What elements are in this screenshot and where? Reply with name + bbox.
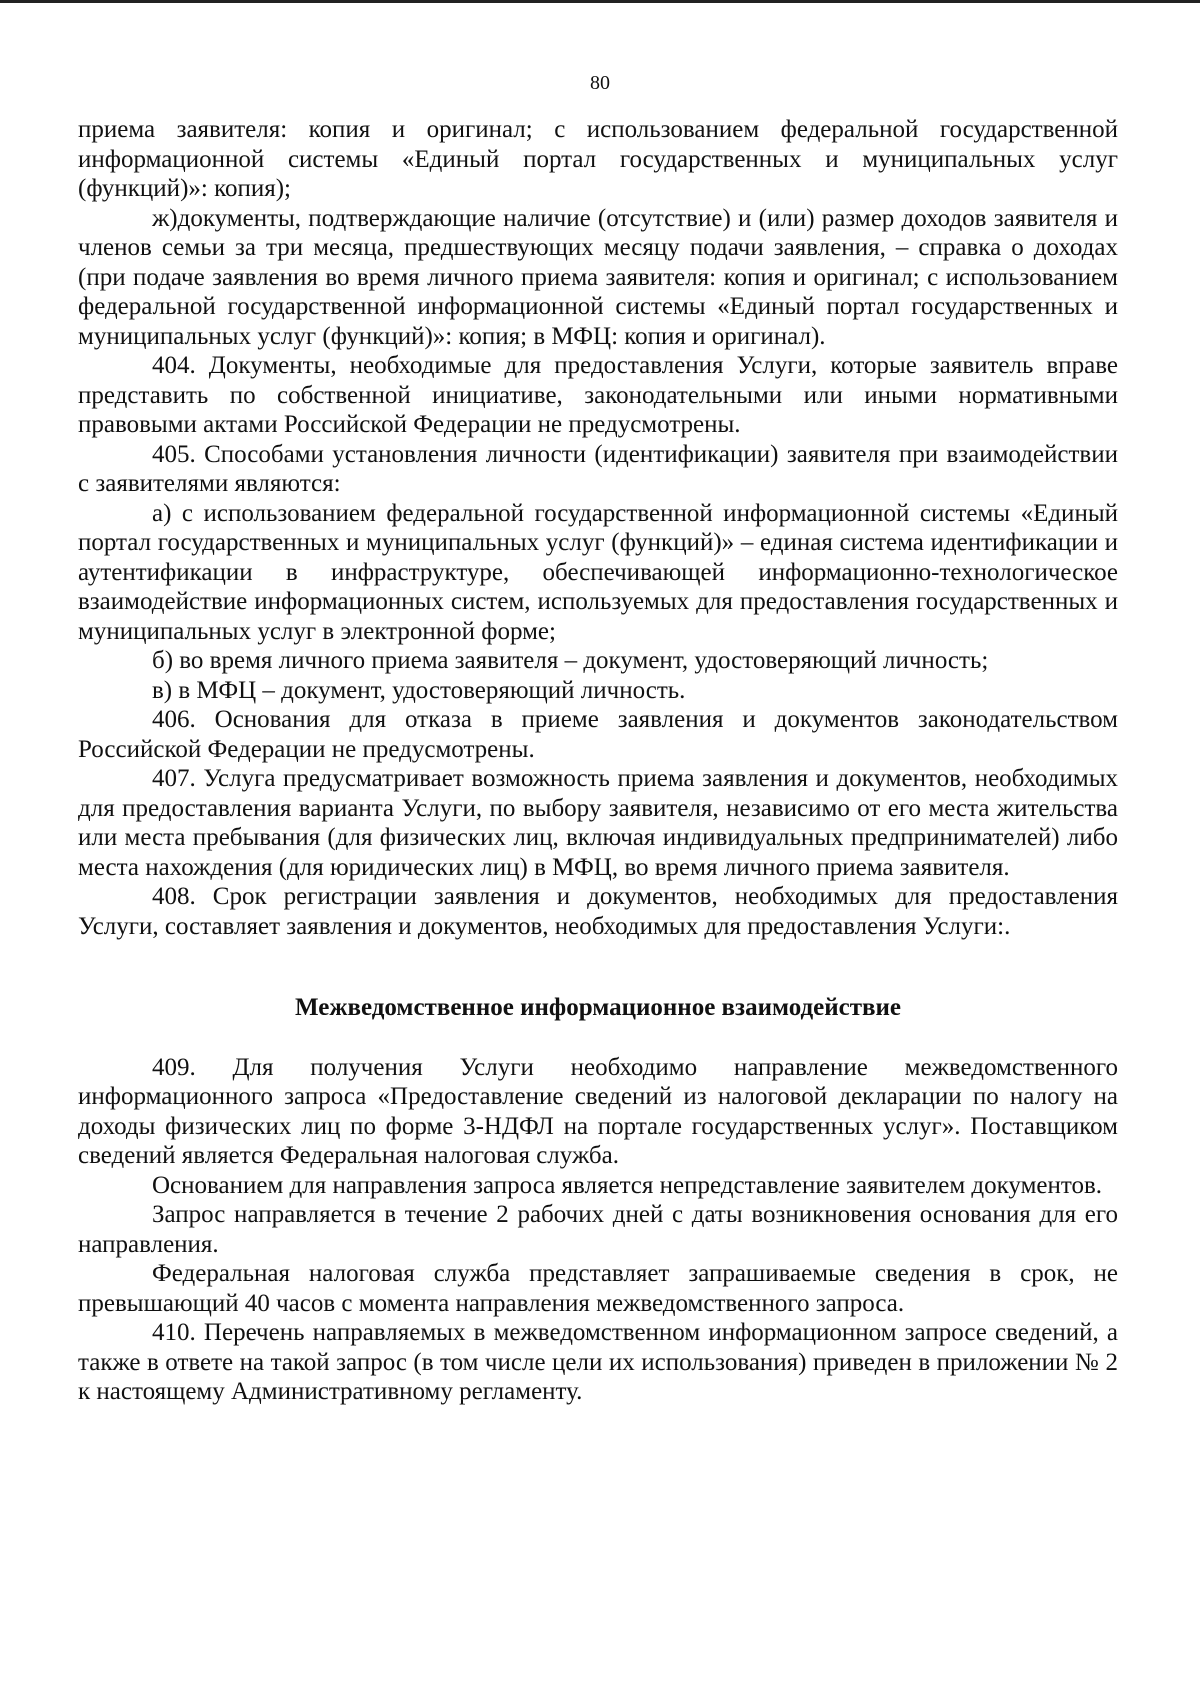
- paragraph-409-basis: Основанием для направления запроса является непредставление заявителем документов.: [152, 1171, 1103, 1199]
- paragraph-406: 406. Основания для отказа в приеме заявления и документов законодательством Российской Федерации не предусмотрены.: [78, 706, 1118, 763]
- paragraph-405-b: б) во время личного приема заявителя – документ, удостоверяющий личность;: [152, 647, 989, 674]
- paragraph-405: 405. Способами установления личности (идентификации) заявителя при взаимодействии с заявителями являются:: [78, 440, 1118, 497]
- top-border-line: [0, 0, 1200, 3]
- section-heading: Межведомственное информационное взаимодействие: [295, 994, 901, 1021]
- paragraph-409: 409. Для получения Услуги необходимо направление межведомственного информационного запроса «Предоставление сведений из налоговой декларации по налогу на доходы физических лиц по форме 3-НДФЛ на портале государственных услуг». Поставщиком сведений является Федеральная налоговая служба.: [78, 1053, 1118, 1169]
- paragraph-405-a: а) с использованием федеральной государственной информационной системы «Единый портал государственных и муниципальных услуг (функций)» – единая система идентификации и аутентификации в инфраструктуре, обеспечивающей информационно-технологическое взаимодействие информационных систем, используемых для предоставления государственных и муниципальных услуг в электронной форме;: [78, 499, 1118, 645]
- paragraph-404: 404. Документы, необходимые для предоставления Услуги, которые заявитель вправе представить по собственной инициативе, законодательными или иными нормативными правовыми актами Российской Федерации не предусмотрены.: [78, 352, 1118, 438]
- paragraph-continuation: приема заявителя: копия и оригинал; с использованием федеральной государственной информационной системы «Единый портал государственных и муниципальных услуг (функций)»: копия);: [78, 116, 1118, 202]
- paragraph-item-zh: ж)документы, подтверждающие наличие (отсутствие) и (или) размер доходов заявителя и членов семьи за три месяца, предшествующих месяцу подачи заявления, – справка о доходах (при подаче заявления во время личного приема заявителя: копия и оригинал; с использованием федеральной государственной информационной системы «Единый портал государственных и муниципальных услуг (функций)»: копия; в МФЦ: копия и оригинал).: [78, 204, 1118, 350]
- page-number: 80: [590, 72, 610, 94]
- paragraph-408: 408. Срок регистрации заявления и документов, необходимых для предоставления Услуги, составляет заявления и документов, необходимых для предоставления Услуги:.: [78, 883, 1118, 940]
- paragraph-410: 410. Перечень направляемых в межведомственном информационном запросе сведений, а также в ответе на такой запрос (в том числе цели их использования) приведен в приложении № 2 к настоящему Административному регламенту.: [78, 1319, 1118, 1405]
- paragraph-405-v: в) в МФЦ – документ, удостоверяющий личность.: [152, 676, 686, 704]
- document-body: [78, 115, 1118, 1407]
- paragraph-409-fns: Федеральная налоговая служба представляет запрашиваемые сведения в срок, не превышающий 40 часов с момента направления межведомственного запроса.: [78, 1260, 1118, 1317]
- paragraph-407: 407. Услуга предусматривает возможность приема заявления и документов, необходимых для предоставления варианта Услуги, по выбору заявителя, независимо от его места жительства или места пребывания (для физических лиц, включая индивидуальных предпринимателей) либо места нахождения (для юридических лиц) в МФЦ, во время личного приема заявителя.: [78, 765, 1118, 881]
- paragraph-409-term: Запрос направляется в течение 2 рабочих дней с даты возникновения основания для его направления.: [78, 1201, 1118, 1258]
